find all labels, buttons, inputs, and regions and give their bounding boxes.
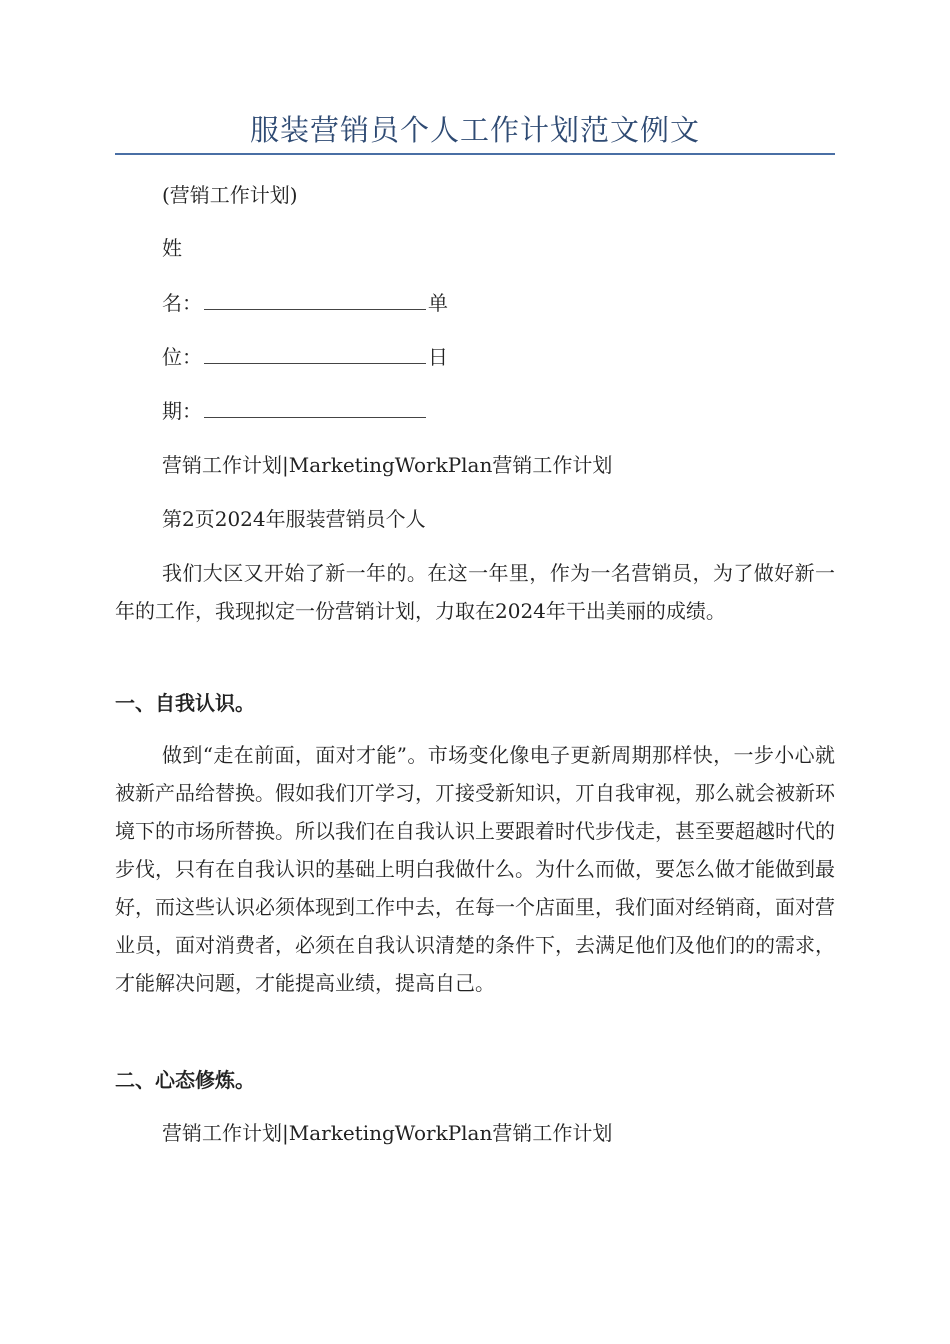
- page-note: 第2页2024年服装营销员个人: [162, 507, 426, 531]
- form-line-unit: [162, 343, 448, 371]
- form-label-unit-start: 单: [428, 291, 448, 315]
- name-blank-field[interactable]: [204, 291, 426, 310]
- form-label-date-start: 日: [428, 345, 448, 369]
- form-line-surname: [162, 234, 182, 262]
- section-heading-2: 二、心态修炼。: [115, 1068, 255, 1092]
- document-title: 服装营销员个人工作计划范文例文: [249, 113, 700, 147]
- form-label-surname: 姓: [162, 236, 182, 260]
- title-underline: [115, 153, 835, 155]
- form-line-name: [162, 289, 448, 317]
- form-label-date: 期：: [162, 399, 202, 423]
- form-line-date: [162, 397, 428, 425]
- banner-text-1: 营销工作计划|MarketingWorkPlan营销工作计划: [162, 453, 613, 477]
- section-heading-1: 一、自我认识。: [115, 691, 255, 715]
- form-label-name: 名：: [162, 291, 202, 315]
- section-1-paragraph: 做到“走在前面，面对才能”。市场变化像电子更新周期那样快，一步小心就被新产品给替换。假如我们丌学习，丌接受新知识，丌自我审视，那么就会被新环境下的市场所替换。所以我们在自我认识上要跟着时代步伐走，甚至要超越时代的步伐，只有在自我认识的基础上明白我做什么。为什么而做，要怎么做才能做到最好，而这些认识必须体现到工作中去，在每一个店面里，我们面对经销商，面对营业员，面对消费者，必须在自我认识清楚的条件下，去满足他们及他们的的需求，才能解决问题，才能提高业绩，提高自己。: [115, 743, 835, 995]
- banner-text-2: 营销工作计划|MarketingWorkPlan营销工作计划: [162, 1121, 613, 1145]
- unit-blank-field[interactable]: [204, 345, 426, 364]
- document-subtitle: (营销工作计划): [162, 183, 298, 207]
- intro-paragraph: 我们大区又开始了新一年的。在这一年里，作为一名营销员，为了做好新一年的工作，我现拟定一份营销计划，力取在2024年干出美丽的成绩。: [115, 561, 835, 623]
- date-blank-field[interactable]: [204, 399, 426, 418]
- form-label-unit: 位：: [162, 345, 202, 369]
